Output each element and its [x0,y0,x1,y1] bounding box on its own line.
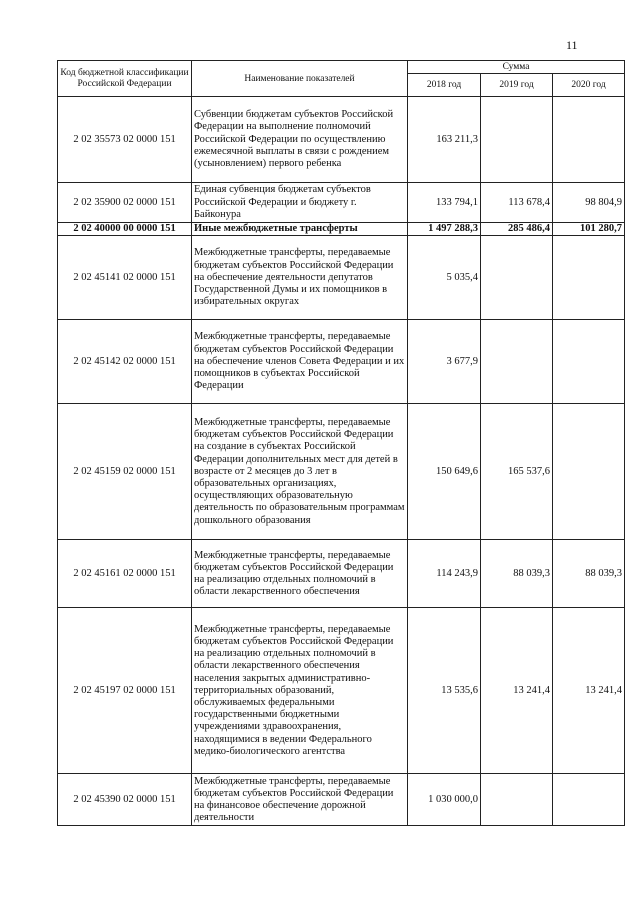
row-value-2020: 13 241,4 [553,608,625,774]
row-value-2018: 1 030 000,0 [408,774,481,826]
row-code: 2 02 45197 02 0000 151 [58,608,192,774]
row-value-2020 [553,774,625,826]
table-body [58,97,625,826]
budget-table [57,60,625,826]
table-row [58,236,625,320]
row-name: Межбюджетные трансферты, передаваемые бюджетам субъектов Российской Федерации на реализацию отдельных полномочий в области лекарственного обеспечения населения закрытых административно-территориальных образований, обслуживаемых федеральными государственными бюджетными учреждениями здравоохранения, находящимися в ведении Федерального медико-биологического агентства [192,608,408,774]
row-value-2018: 163 211,3 [408,97,481,183]
row-value-2018: 13 535,6 [408,608,481,774]
row-value-2020: 98 804,9 [553,183,625,223]
row-value-2019: 285 486,4 [481,223,553,236]
row-value-2020 [553,320,625,404]
row-value-2019: 165 537,6 [481,404,553,540]
row-name: Межбюджетные трансферты, передаваемые бюджетам субъектов Российской Федерации на обеспечение членов Совета Федерации и их помощников в субъектах Российской Федерации [192,320,408,404]
page-number: 11 [566,38,578,52]
row-code: 2 02 35573 02 0000 151 [58,97,192,183]
table-row [58,404,625,540]
row-name: Единая субвенция бюджетам субъектов Российской Федерации и бюджету г. Байконура [192,183,408,223]
row-value-2020 [553,236,625,320]
table-row [58,320,625,404]
row-name: Межбюджетные трансферты, передаваемые бюджетам субъектов Российской Федерации на финансовое обеспечение дорожной деятельности [192,774,408,826]
row-code: 2 02 45142 02 0000 151 [58,320,192,404]
table-row [58,774,625,826]
row-code: 2 02 40000 00 0000 151 [58,223,192,236]
row-value-2020 [553,404,625,540]
header-name: Наименование показателей [192,61,408,97]
table-row [58,608,625,774]
row-name: Иные межбюджетные трансферты [192,223,408,236]
row-value-2019 [481,320,553,404]
row-value-2018: 150 649,6 [408,404,481,540]
row-value-2020: 88 039,3 [553,540,625,608]
row-value-2019 [481,97,553,183]
row-code: 2 02 45159 02 0000 151 [58,404,192,540]
row-value-2018: 3 677,9 [408,320,481,404]
table-header [58,61,625,97]
row-code: 2 02 45161 02 0000 151 [58,540,192,608]
row-value-2018: 133 794,1 [408,183,481,223]
row-value-2019: 88 039,3 [481,540,553,608]
header-year-2020: 2020 год [553,74,625,97]
row-name: Межбюджетные трансферты, передаваемые бюджетам субъектов Российской Федерации на обеспечение деятельности депутатов Государственной Думы и их помощников в избирательных округах [192,236,408,320]
header-year-2019: 2019 год [481,74,553,97]
table-row [58,97,625,183]
row-value-2019 [481,774,553,826]
row-value-2018: 5 035,4 [408,236,481,320]
row-code: 2 02 35900 02 0000 151 [58,183,192,223]
row-code: 2 02 45390 02 0000 151 [58,774,192,826]
row-name: Межбюджетные трансферты, передаваемые бюджетам субъектов Российской Федерации на создание в субъектах Российской Федерации дополнительных мест для детей в возрасте от 2 месяцев до 3 лет в образовательных организациях, осуществляющих образовательную деятельность по образовательным программам дошкольного образования [192,404,408,540]
row-name: Межбюджетные трансферты, передаваемые бюджетам субъектов Российской Федерации на реализацию отдельных полномочий в области лекарственного обеспечения [192,540,408,608]
row-value-2018: 114 243,9 [408,540,481,608]
row-name: Субвенции бюджетам субъектов Российской Федерации на выполнение полномочий Российской Федерации по осуществлению ежемесячной выплаты в связи с рождением (усыновлением) первого ребенка [192,97,408,183]
header-code: Код бюджетной классификации Российской Федерации [58,61,192,97]
row-value-2019: 113 678,4 [481,183,553,223]
table-row [58,540,625,608]
row-value-2020: 101 280,7 [553,223,625,236]
row-value-2020 [553,97,625,183]
header-sum: Сумма [408,61,625,74]
table-row [58,183,625,223]
row-value-2018: 1 497 288,3 [408,223,481,236]
header-year-2018: 2018 год [408,74,481,97]
row-code: 2 02 45141 02 0000 151 [58,236,192,320]
row-value-2019 [481,236,553,320]
table-row [58,223,625,236]
row-value-2019: 13 241,4 [481,608,553,774]
